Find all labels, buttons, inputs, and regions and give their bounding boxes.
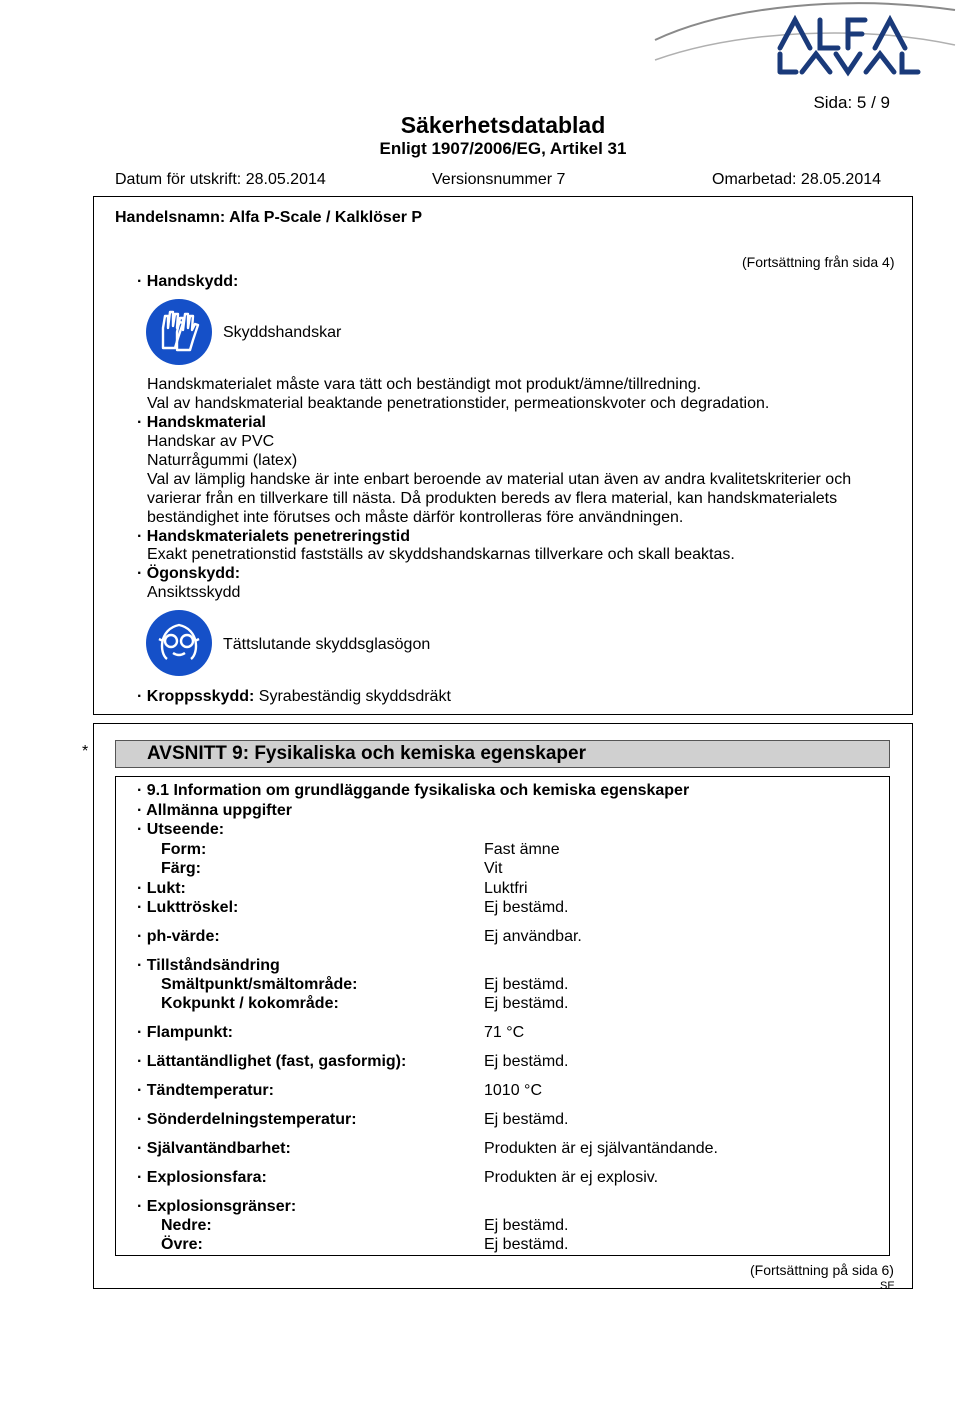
body-protection: [137, 687, 451, 706]
property-value: Ej bestämd.: [484, 995, 569, 1012]
property-label: Form:: [161, 841, 207, 858]
goggles-icon: [145, 609, 213, 677]
property-value: 1010 °C: [484, 1082, 542, 1099]
goggles-caption: Tättslutande skyddsglasögon: [223, 636, 431, 653]
glove-text-2: Val av handskmaterial beaktande penetrationstider, permeationskvoter och degradation.: [147, 395, 770, 412]
glove-material-4: varierar från en tillverkare till nästa. Då produkten bereds av flera material, kan handskmaterialets: [147, 490, 838, 507]
property-value: Ej bestämd.: [484, 1236, 569, 1253]
property-value: Fast ämne: [484, 841, 560, 858]
property-value: Ej bestämd.: [484, 1053, 569, 1070]
glove-material-1: Handskar av PVC: [147, 433, 275, 450]
property-value: Ej användbar.: [484, 928, 582, 945]
property-label: Smältpunkt/smältområde:: [161, 976, 358, 993]
property-value: Ej bestämd.: [484, 1111, 569, 1128]
property-label: Övre:: [161, 1236, 203, 1253]
eye-protection-label: · Ögonskydd:: [137, 565, 241, 582]
property-value: Ej bestämd.: [484, 976, 569, 993]
print-date: Datum för utskrift: 28.05.2014: [115, 171, 326, 188]
glove-material-label: · Handskmaterial: [137, 414, 266, 431]
section9-heading: AVSNITT 9: Fysikaliska och kemiska egenskaper: [147, 743, 586, 764]
body-protection-text: Syrabeständig skyddsdräkt: [258, 688, 451, 705]
property-label: · Tillståndsändring: [137, 957, 280, 974]
property-label: · Explosionsgränser:: [137, 1198, 297, 1215]
change-marker: *: [82, 743, 89, 760]
penetration-label: · Handskmaterialets penetreringstid: [137, 528, 410, 545]
page-number: Sida: 5 / 9: [813, 93, 890, 112]
property-value: Vit: [484, 860, 503, 877]
property-label: Färg:: [161, 860, 201, 877]
property-label: · Lukttröskel:: [137, 899, 239, 916]
glove-material-3: Val av lämplig handske är inte enbart beroende av material utan även av andra kvalitetskriterier och: [147, 471, 852, 488]
property-label: · Lättantändlighet (fast, gasformig):: [137, 1053, 407, 1070]
version-number: Versionsnummer 7: [432, 171, 566, 188]
revised-date: Omarbetad: 28.05.2014: [712, 171, 882, 188]
property-value: Produkten är ej explosiv.: [484, 1169, 659, 1186]
property-value: Ej bestämd.: [484, 1217, 569, 1234]
gloves-icon: [145, 298, 213, 366]
property-value: Ej bestämd.: [484, 899, 569, 916]
document-title: Säkerhetsdatablad: [400, 112, 606, 138]
glove-material-5: beständighet inte förutses och måste därför kontrolleras före användningen.: [147, 509, 684, 526]
property-value: 71 °C: [484, 1024, 525, 1041]
property-label: · Sönderdelningstemperatur:: [137, 1111, 357, 1128]
property-value: Produkten är ej självantändande.: [484, 1140, 718, 1157]
property-label: · ph-värde:: [137, 928, 220, 945]
hand-protection-label: · Handskydd:: [137, 273, 239, 290]
property-value: Luktfri: [484, 880, 528, 897]
general-label: · Allmänna uppgifter: [137, 802, 292, 819]
property-label: · Tändtemperatur:: [137, 1082, 274, 1099]
property-label: Nedre:: [161, 1217, 212, 1234]
property-label: · Explosionsfara:: [137, 1169, 267, 1186]
property-label: · Självantändbarhet:: [137, 1140, 291, 1157]
property-label: · Lukt:: [137, 880, 186, 897]
penetration-text: Exakt penetrationstid fastställs av skyddshandskarnas tillverkare och skall beaktas.: [147, 546, 735, 563]
appearance-label: · Utseende:: [137, 821, 225, 838]
eye-protection-text: Ansiktsskydd: [147, 584, 241, 601]
trade-name: Handelsnamn: Alfa P-Scale / Kalklöser P: [115, 209, 423, 226]
language-code: SE: [880, 1280, 895, 1292]
document-subtitle: Enligt 1907/2006/EG, Artikel 31: [379, 139, 627, 158]
property-label: Kokpunkt / kokområde:: [161, 995, 339, 1012]
info-label: · 9.1 Information om grundläggande fysikaliska och kemiska egenskaper: [137, 782, 690, 799]
continued-to: (Fortsättning på sida 6): [750, 1262, 894, 1278]
glove-text-1: Handskmaterialet måste vara tätt och beständigt mot produkt/ämne/tillredning.: [147, 376, 702, 393]
property-label: · Flampunkt:: [137, 1024, 233, 1041]
continued-from: (Fortsättning från sida 4): [742, 254, 895, 270]
alfa-laval-logo: [650, 0, 960, 90]
glove-material-2: Naturrågummi (latex): [147, 452, 298, 469]
body-protection-label: · Kroppsskydd:: [137, 688, 255, 705]
gloves-caption: Skyddshandskar: [223, 324, 342, 341]
